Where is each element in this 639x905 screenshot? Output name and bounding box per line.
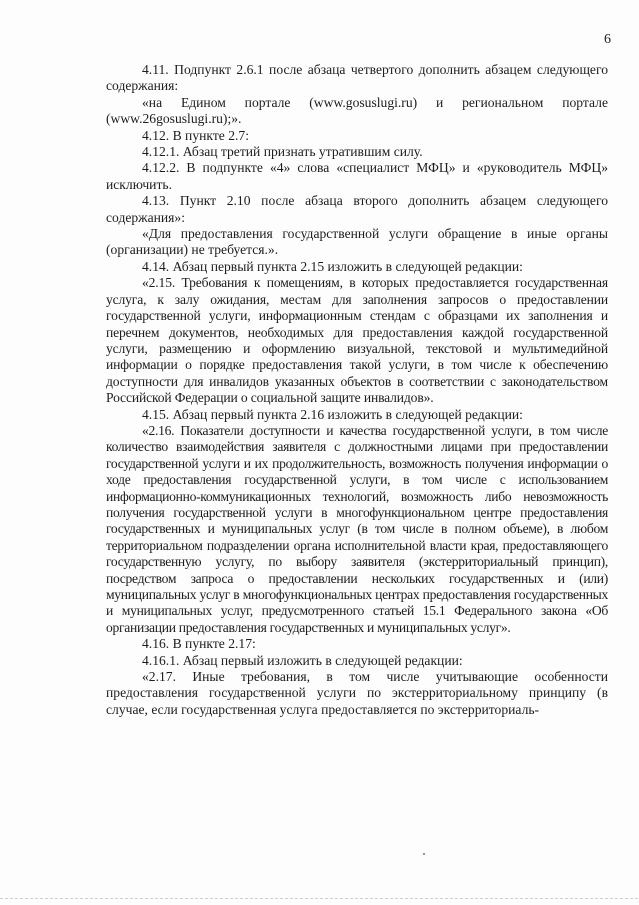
- paragraph-4-15: 4.15. Абзац первый пункта 2.16 изложить в следующей редакции:: [142, 406, 523, 422]
- scan-bottom-edge: [0, 898, 639, 899]
- paragraph-portal-quote: «на Едином портале (www.gosuslugi.ru) и региональном портале (www.26gosuslugi.ru);».: [106, 94, 608, 127]
- paragraph-4-14: 4.14. Абзац первый пункта 2.15 изложить в следующей редакции:: [142, 258, 523, 274]
- paragraph-2-17-quote: «2.17. Иные требования, в том числе учитывающие особенности предоставления государственной услуги по экстерриториальному принципу (в случае, если государственная услуга предоставляется по экстерриториаль-: [106, 669, 608, 717]
- paragraph-4-16: 4.16. В пункте 2.17:: [142, 636, 256, 652]
- paragraph-4-12-1: 4.12.1. Абзац третий признать утратившим силу.: [142, 144, 423, 160]
- paragraph-2-15-quote: «2.15. Требования к помещениям, в которых предоставляется государственная услуга, к залу ожидания, местам для заполнения запросов о предоставлении государственной услуги, информационным стендам с образцами их заполнения и перечнем документов, необходимых для предоставления каждой государственной услуги, размещению и оформлению визуальной, текстовой и мультимедийной информации о порядке предоставления такой услуги, в том числе к обеспечению доступности для инвалидов указанных объектов в соответствии с законодательством Российской Федерации о социальной защите инвалидов».: [106, 275, 608, 406]
- paragraph-4-11: 4.11. Подпункт 2.6.1 после абзаца четвертого дополнить абзацем следующего содержания:: [106, 62, 608, 94]
- scan-speck: [423, 853, 425, 855]
- paragraph-2-16-quote: «2.16. Показатели доступности и качества государственной услуги, в том числе количество взаимодействия заявителя с должностными лицами при предоставлении государственной услуги и их продолжительность, возможность получения информации о ходе предоставления государственной услуги, в том числе с использованием информационно-коммуникационных технологий, возможность либо невозможность получения государственной услуги в многофункциональном центре предоставления государственных и муниципальных услуг (в том числе в полном объеме), в любом территориальном подразделении органа исполнительной власти края, предоставляющего государственную услугу, по выбору заявителя (экстерриториальный принцип), посредством запроса о предоставлении нескольких государственных и (или) муниципальных услуг в многофункциональных центрах предоставления государственных и муниципальных услуг, предусмотренного статьей 15.1 Федерального закона «Об организации предоставления государственных и муниципальных услуг».: [106, 422, 608, 635]
- paragraph-4-13: 4.13. Пункт 2.10 после абзаца второго дополнить абзацем следующего содержания»:: [106, 193, 608, 225]
- paragraph-no-other-bodies-quote: «Для предоставления государственной услуги обращение в иные органы (организации) не требуется.».: [106, 226, 608, 258]
- page-number: 6: [604, 32, 611, 47]
- paragraph-4-12-2: 4.12.2. В подпункте «4» слова «специалист МФЦ» и «руководитель МФЦ» исключить.: [106, 160, 608, 192]
- paragraph-4-16-1: 4.16.1. Абзац первый изложить в следующей редакции:: [142, 652, 463, 668]
- paragraph-4-12: 4.12. В пункте 2.7:: [142, 127, 249, 143]
- document-body: [106, 62, 608, 718]
